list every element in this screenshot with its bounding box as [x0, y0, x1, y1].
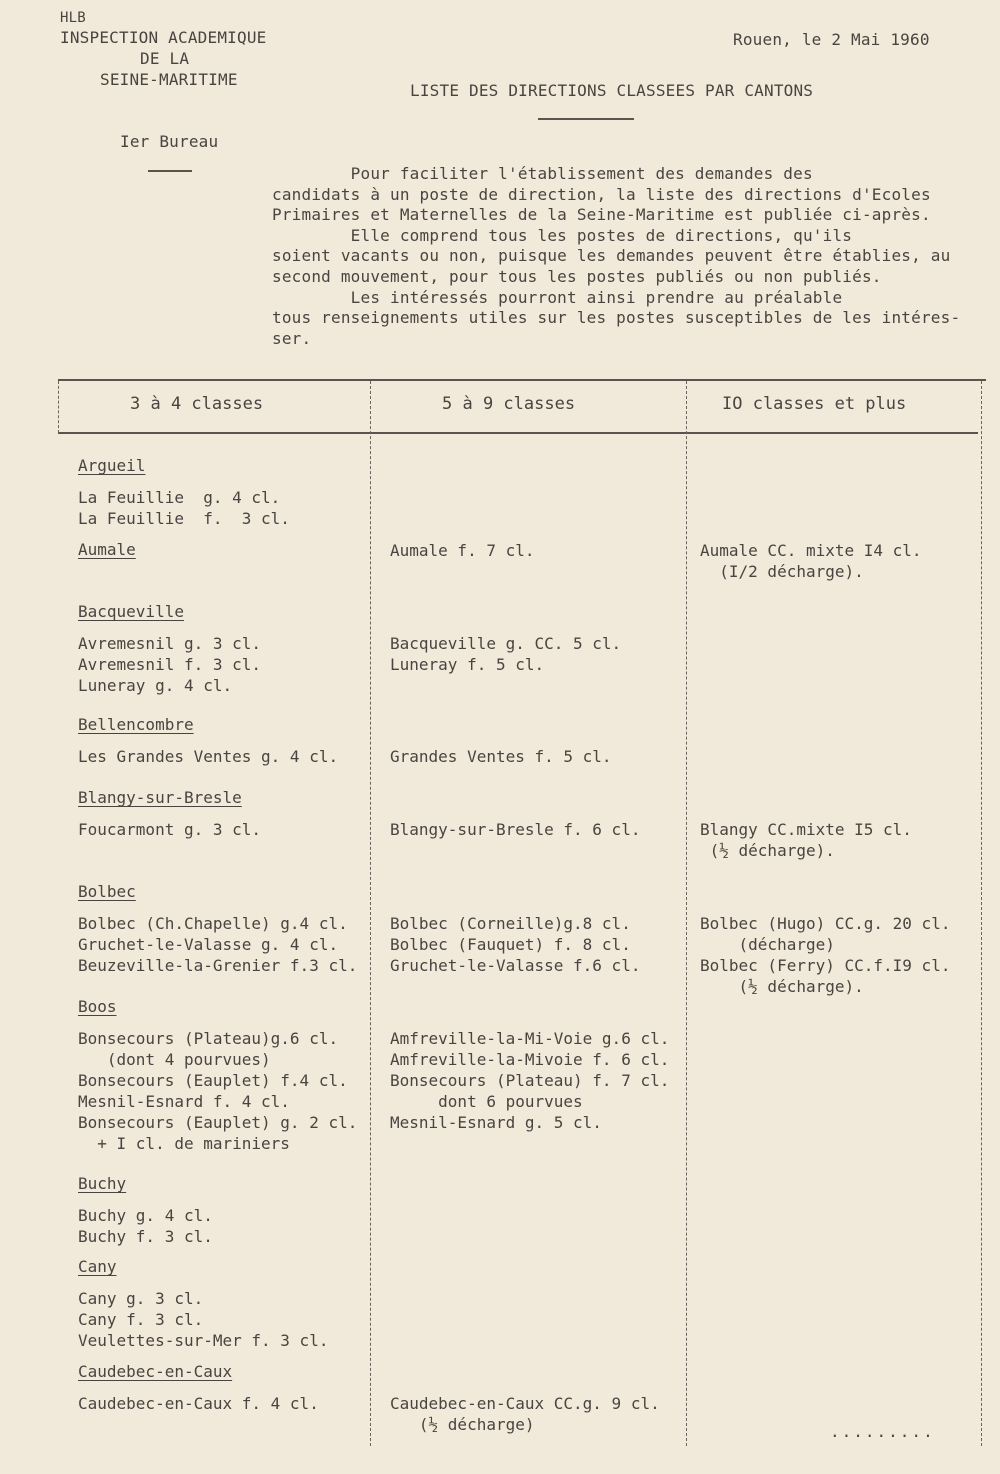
school-entry: Avremesnil f. 3 cl.: [78, 655, 262, 674]
intro-line: soient vacants ou non, puisque les demandes peuvent être établies, au: [272, 246, 951, 266]
intro-line: candidats à un poste de direction, la liste des directions d'Ecoles: [272, 184, 931, 204]
school-entry: Buchy g. 4 cl.: [78, 1206, 213, 1225]
document-title: LISTE DES DIRECTIONS CLASSEES PAR CANTONS: [410, 81, 814, 100]
canton-heading: Cany: [78, 1257, 117, 1276]
school-entry: Bolbec (Fauquet) f. 8 cl.: [390, 935, 631, 954]
column-header-10-plus: IO classes et plus: [722, 394, 907, 414]
continuation-dots: .........: [830, 1422, 935, 1441]
school-entry: (½ décharge).: [700, 977, 864, 996]
intro-line: Primaires et Maternelles de la Seine-Maritime est publiée ci-après.: [272, 205, 931, 225]
column-divider-1: [370, 381, 371, 1446]
school-entry: Luneray f. 5 cl.: [390, 655, 545, 674]
canton-heading: Argueil: [78, 456, 146, 475]
school-entry: Aumale CC. mixte I4 cl.: [700, 541, 922, 560]
school-entry: Bonsecours (Eauplet) f.4 cl.: [78, 1071, 348, 1090]
intro-line: tous renseignements utiles sur les postes susceptibles de les intéres-: [272, 308, 961, 328]
school-entry: Caudebec-en-Caux f. 4 cl.: [78, 1394, 319, 1413]
school-entry: Bolbec (Corneille)g.8 cl.: [390, 914, 631, 933]
column-header-3-4: 3 à 4 classes: [130, 394, 264, 414]
school-entry: Beuzeville-la-Grenier f.3 cl.: [78, 956, 358, 975]
canton-heading: Aumale: [78, 540, 136, 559]
column-header-5-9: 5 à 9 classes: [442, 394, 576, 414]
title-underline: [538, 118, 634, 120]
school-entry: Cany f. 3 cl.: [78, 1310, 204, 1329]
school-entry: Mesnil-Esnard g. 5 cl.: [390, 1113, 602, 1132]
table-header-rule: [58, 432, 978, 434]
school-entry: (dont 4 pourvues): [78, 1050, 271, 1069]
office-line-2: DE LA: [140, 49, 190, 68]
school-entry: dont 6 pourvues: [390, 1092, 583, 1111]
school-entry: Bonsecours (Plateau) f. 7 cl.: [390, 1071, 670, 1090]
school-entry: Grandes Ventes f. 5 cl.: [390, 747, 612, 766]
intro-line: second mouvement, pour tous les postes publiés ou non publiés.: [272, 267, 882, 286]
school-entry: Bolbec (Hugo) CC.g. 20 cl.: [700, 914, 951, 933]
canton-heading: Boos: [78, 997, 117, 1016]
school-entry: La Feuillie g. 4 cl.: [78, 488, 281, 507]
bureau-underline: [148, 170, 192, 172]
school-entry: Buchy f. 3 cl.: [78, 1227, 213, 1246]
school-entry: La Feuillie f. 3 cl.: [78, 509, 290, 528]
school-entry: Blangy-sur-Bresle f. 6 cl.: [390, 820, 641, 839]
school-entry: Gruchet-le-Valasse f.6 cl.: [390, 956, 641, 975]
school-entry: Aumale f. 7 cl.: [390, 541, 535, 560]
school-entry: Luneray g. 4 cl.: [78, 676, 233, 695]
table-top-rule: [58, 379, 986, 381]
school-entry: Avremesnil g. 3 cl.: [78, 634, 262, 653]
school-entry: Caudebec-en-Caux CC.g. 9 cl.: [390, 1394, 660, 1413]
column-divider-2: [686, 381, 687, 1446]
canton-heading: Blangy-sur-Bresle: [78, 788, 242, 807]
school-entry: Blangy CC.mixte I5 cl.: [700, 820, 912, 839]
school-entry: Bonsecours (Plateau)g.6 cl.: [78, 1029, 339, 1048]
school-entry: (décharge): [700, 935, 835, 954]
canton-heading: Bacqueville: [78, 602, 184, 621]
school-entry: Les Grandes Ventes g. 4 cl.: [78, 747, 339, 766]
school-entry: Bonsecours (Eauplet) g. 2 cl.: [78, 1113, 358, 1132]
office-line-3: SEINE-MARITIME: [100, 70, 238, 89]
school-entry: Veulettes-sur-Mer f. 3 cl.: [78, 1331, 329, 1350]
intro-line: ser.: [272, 328, 312, 348]
school-entry: (½ décharge).: [700, 841, 835, 860]
school-entry: Amfreville-la-Mivoie f. 6 cl.: [390, 1050, 670, 1069]
canton-heading: Bellencombre: [78, 715, 194, 734]
school-entry: Bolbec (Ch.Chapelle) g.4 cl.: [78, 914, 348, 933]
school-entry: + I cl. de mariniers: [78, 1134, 290, 1153]
school-entry: (I/2 décharge).: [700, 562, 864, 581]
intro-line: Pour faciliter l'établissement des demandes des: [272, 164, 813, 183]
school-entry: Foucarmont g. 3 cl.: [78, 820, 262, 839]
school-entry: Mesnil-Esnard f. 4 cl.: [78, 1092, 290, 1111]
intro-line: Elle comprend tous les postes de directions, qu'ils: [272, 225, 853, 245]
office-line-1: INSPECTION ACADEMIQUE: [60, 28, 267, 47]
place-date: Rouen, le 2 Mai 1960: [733, 30, 930, 49]
table-left-border: [58, 381, 59, 433]
school-entry: Bacqueville g. CC. 5 cl.: [390, 634, 622, 653]
intro-line: Les intéressés pourront ainsi prendre au préalable: [272, 287, 843, 307]
reference-initials: HLB: [60, 10, 86, 26]
school-entry: Bolbec (Ferry) CC.f.I9 cl.: [700, 956, 951, 975]
school-entry: Cany g. 3 cl.: [78, 1289, 204, 1308]
canton-heading: Bolbec: [78, 882, 136, 901]
canton-heading: Caudebec-en-Caux: [78, 1362, 233, 1381]
bureau-label: Ier Bureau: [120, 132, 219, 151]
canton-heading: Buchy: [78, 1174, 127, 1193]
table-right-border: [981, 381, 982, 1446]
school-entry: (½ décharge): [390, 1415, 535, 1434]
school-entry: Amfreville-la-Mi-Voie g.6 cl.: [390, 1029, 670, 1048]
school-entry: Gruchet-le-Valasse g. 4 cl.: [78, 935, 339, 954]
